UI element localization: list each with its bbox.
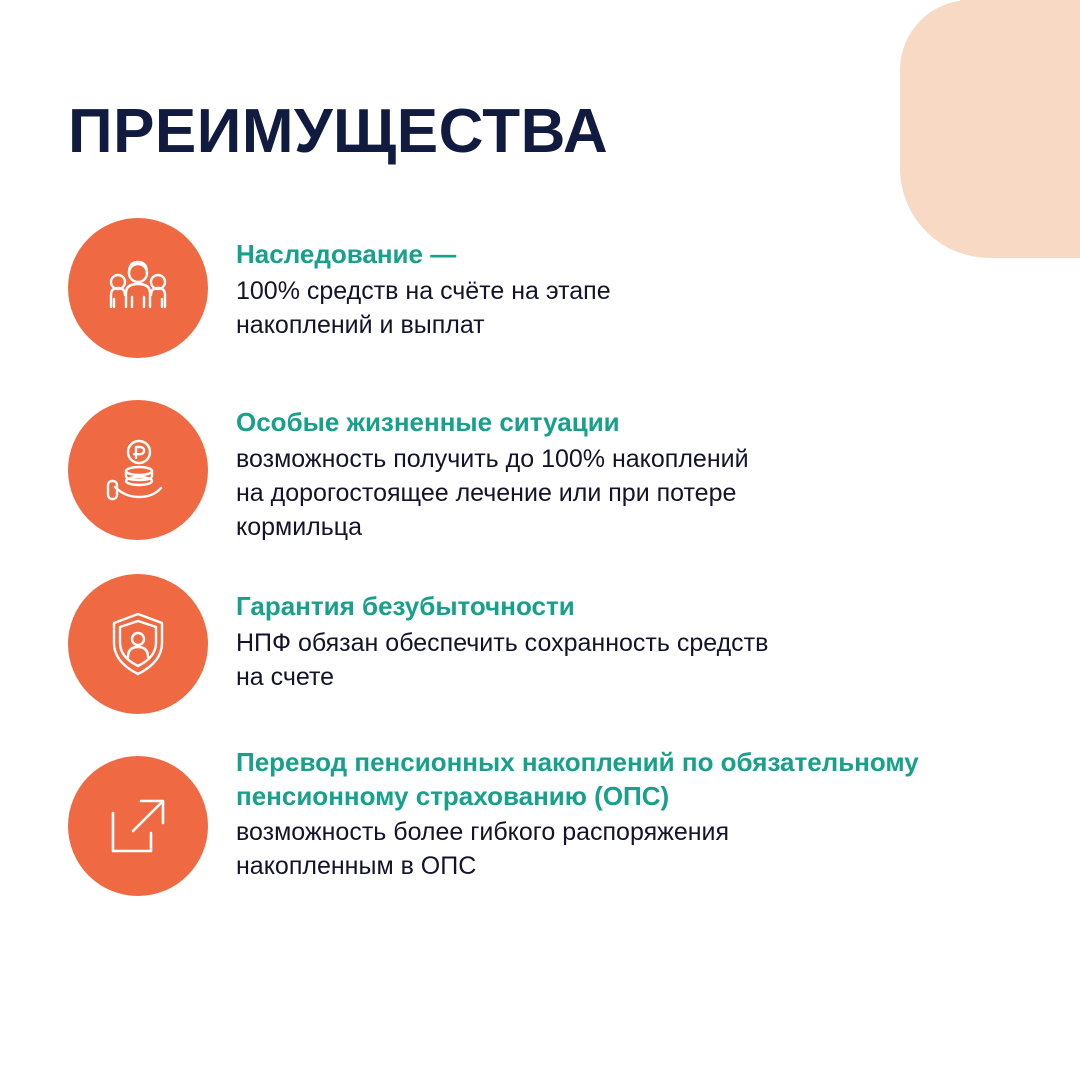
benefits-list [68,218,968,932]
list-item-text [236,746,968,884]
body-line: 100% средств на счёте на этапе [236,276,611,305]
list-item-text [236,580,768,694]
list-item-body [236,274,611,342]
heading-line: по обязательному пенсионному [236,746,919,811]
heading-line: Перевод пенсионных накоплений [236,746,675,777]
list-item-text [236,400,749,544]
body-line: НПФ обязан обеспечить сохранность средств [236,628,769,657]
body-line: накопленным в ОПС [236,852,477,881]
list-item-heading: Гарантия безубыточности [236,590,575,621]
body-line: возможность более гибкого распоряжения [236,818,730,847]
list-item [68,574,968,714]
family-icon [68,218,208,358]
hand-with-coins-ruble-icon [68,400,208,540]
list-item [68,218,968,358]
body-line: на дорогостоящее лечение или при потере [236,478,737,507]
heading-line: страхованию (ОПС) [415,780,670,811]
page-title: ПРЕИМУЩЕСТВА [68,96,609,166]
list-item-body [236,442,749,544]
transfer-arrow-icon [68,756,208,896]
list-item-body [236,626,768,694]
list-item-heading [236,746,968,814]
list-item-text [236,224,611,342]
list-item-body [236,815,968,883]
body-line: на счете [236,662,335,691]
list-item [68,746,968,896]
list-item-heading: Наследование — [236,239,457,269]
body-line: возможность получить до 100% накоплений [236,444,749,473]
list-item [68,400,968,544]
body-line: накоплений и выплат [236,310,485,339]
body-line: кормильца [236,512,363,541]
list-item-heading: Особые жизненные ситуации [236,407,620,437]
shield-person-icon [68,574,208,714]
